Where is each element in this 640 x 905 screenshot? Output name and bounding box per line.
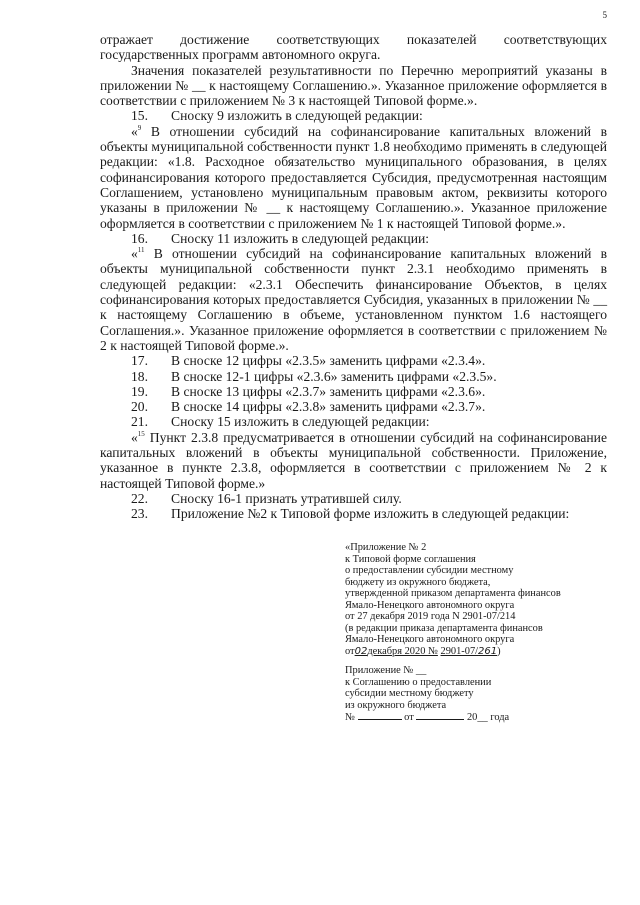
agreement-line: субсидии местному бюджету: [345, 688, 474, 699]
handwritten-day: 02: [354, 645, 368, 657]
appendix-line: о предоставлении субсидии местному: [345, 565, 514, 576]
quote-mark: «: [131, 429, 138, 445]
footnote-marker: 15: [137, 429, 145, 438]
item-17: [100, 353, 607, 368]
item-number: 22.: [131, 490, 148, 506]
footnote-marker: 11: [137, 246, 145, 255]
item-text: В сноске 13 цифры «2.3.7» заменить цифрами «2.3.6».: [171, 383, 486, 399]
footnote-body: Пункт 2.3.8 предусматривается в отношении субсидий на софинансирование капитальных вложений в объекты муниципальной собственности. Приложение, указанное в пункте 2.3.8, оформляется в соответствии с приложением № 2 к настоящей Типовой форме.»: [100, 429, 607, 491]
footnote-marker: 9: [137, 123, 142, 132]
appendix-line: Ямало-Ненецкого автономного округа: [345, 599, 515, 611]
appendix-line: к Типовой форме соглашения: [345, 553, 476, 565]
appendix-line: утвержденной приказом департамента финансов: [345, 588, 561, 599]
appendix-header: [345, 542, 615, 657]
number-blank: [358, 711, 402, 720]
appendix-line: Ямало-Ненецкого автономного округа: [345, 634, 515, 645]
agreement-header: [345, 665, 615, 724]
item-16: [100, 231, 607, 246]
item-22: [100, 491, 607, 506]
item-text: Сноску 9 изложить в следующей редакции:: [171, 108, 423, 124]
item-number: 21.: [131, 414, 148, 430]
appendix-date-line: от02декабря 2020 № 2901-07/261): [345, 645, 501, 657]
page-number: 5: [602, 10, 607, 20]
item-23: [100, 506, 607, 521]
closing-paren: ): [497, 645, 501, 657]
item-text: В сноске 14 цифры «2.3.8» заменить цифрами «2.3.7».: [171, 399, 486, 415]
item-text: В сноске 12-1 цифры «2.3.6» заменить цифрами «2.3.5».: [171, 368, 497, 384]
item-19: [100, 384, 607, 399]
footnote-11-text: [100, 246, 607, 353]
agreement-number-line: № от 20__ года: [345, 712, 510, 723]
item-number: 20.: [131, 399, 148, 415]
footnote-body: В отношении субсидий на софинансирование капитальных вложений в объекты муниципальной собственности пункт 1.8 необходимо применять в следующей редакции: «1.8. Расходное обязательство муниципального образования, в целях софинансирования которого предоставляется Субсидия, предусмотренная настоящим Соглашением, установлено муниципальным правовым актом, реквизиты которого указаны в приложении № __ к настоящему Соглашению.». Указанное приложение оформляется в соответствии с приложением № 1 к настоящей Типовой форме.».: [100, 123, 607, 231]
appendix-line: (в редакции приказа департамента финансов: [345, 622, 543, 634]
quote-mark: «: [131, 123, 138, 139]
item-18: [100, 369, 607, 384]
appendix-line: бюджету из окружного бюджета,: [345, 576, 491, 588]
item-21: [100, 414, 607, 429]
quote-mark: «: [131, 246, 138, 262]
paragraph-continuation: отражает достижение соответствующих показателей соответствующих государственных программ автономного округа.: [100, 32, 607, 63]
appendix-line: «Приложение № 2: [345, 542, 427, 553]
item-text: В сноске 12 цифры «2.3.5» заменить цифрами «2.3.4».: [171, 353, 486, 369]
item-number: 23.: [131, 506, 148, 522]
printed-month: декабря 2020 №: [367, 645, 438, 657]
item-text: Сноску 16-1 признать утратившей силу.: [171, 490, 402, 506]
handwritten-number: 261: [478, 645, 498, 657]
order-number: 2901-07/: [440, 645, 479, 657]
footnote-body: В отношении субсидий на софинансирование капитальных вложений в объекты муниципальной собственности пункт 2.3.1 необходимо применять в следующей редакции: «2.3.1 Обеспечить финансирование Объектов, в целях софинансирования которых предоставляется Субсидия, указанных в приложении № __ к настоящему Соглашению в объеме, установленном пунктом 1.6 настоящего Соглашения.». Указанное приложение оформляется в соответствии с приложением № 2 к настоящей Типовой форме.».: [100, 246, 607, 353]
item-text: Сноску 11 изложить в следующей редакции:: [171, 230, 430, 246]
item-text: Приложение №2 к Типовой форме изложить в следующей редакции:: [171, 506, 570, 522]
item-number: 19.: [131, 383, 148, 399]
date-blank: [416, 711, 464, 720]
item-20: [100, 399, 607, 414]
item-15: [100, 108, 607, 123]
agreement-line: к Соглашению о предоставлении: [345, 676, 492, 688]
footnote-15-text: [100, 430, 607, 491]
item-number: 15.: [131, 108, 148, 124]
paragraph-indicators: Значения показателей результативности по Перечню мероприятий указаны в приложении № __ к настоящему Соглашению.». Указанное приложение оформляется в соответствии с приложением № 3 к настоящей Типовой форме.».: [100, 62, 607, 109]
document-body: [100, 32, 607, 522]
appendix-line: от 27 декабря 2019 года N 2901-07/214: [345, 611, 516, 622]
agreement-line: Приложение № __: [345, 665, 427, 676]
item-number: 17.: [131, 353, 148, 369]
item-text: Сноску 15 изложить в следующей редакции:: [171, 414, 430, 430]
footnote-9-text: [100, 124, 607, 231]
item-number: 16.: [131, 230, 148, 246]
item-number: 18.: [131, 368, 148, 384]
agreement-line: из окружного бюджета: [345, 699, 447, 711]
